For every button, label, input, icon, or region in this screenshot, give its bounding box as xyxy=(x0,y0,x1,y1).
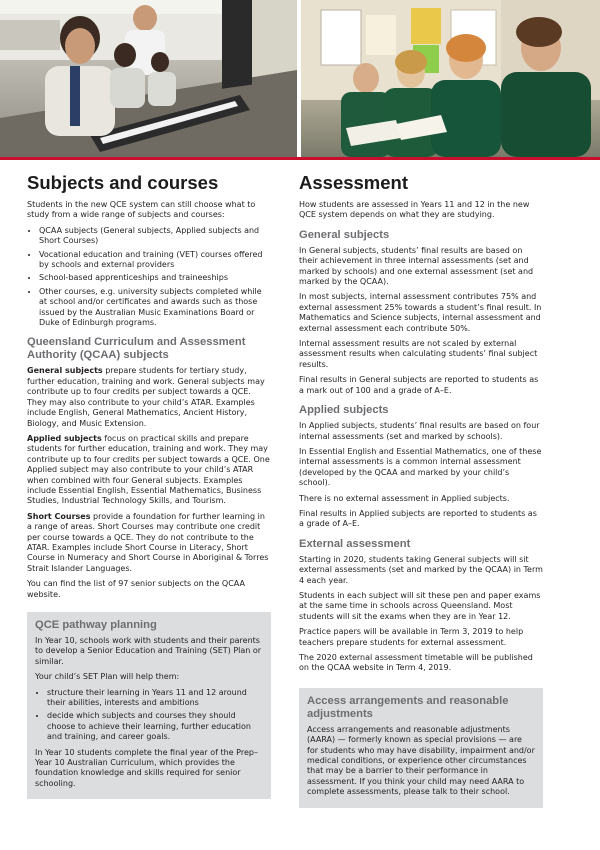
subject-list-note: You can find the list of 97 senior subjects on the QCAA website. xyxy=(27,579,245,599)
aara-text: Access arrangements and reasonable adjustments (AARA) — formerly known as special provisions — are for students who may have disability, impairment and/or medical conditions, or experience other circumstances that may be a barrier to their performance in assessment. If you think your child may need AARA to complete assessments, please talk to their school. xyxy=(307,724,535,797)
applied-paragraph-3: There is no external assessment in Applied subjects. xyxy=(299,493,510,503)
general-paragraph-3: Internal assessment results are not scaled by external assessment results when calculating students’ final subject results. xyxy=(299,339,538,369)
external-paragraph-4: The 2020 external assessment timetable will be published on the QCAA website in Term 4, 2019. xyxy=(299,653,533,673)
applied-subjects-paragraph xyxy=(27,434,272,507)
short-courses-paragraph xyxy=(27,512,272,574)
photo-reading-students xyxy=(301,0,600,157)
assessment-title: Assessment xyxy=(299,172,409,193)
course-types-list xyxy=(27,226,272,329)
external-paragraph-3: Practice papers will be available in Term 3, 2019 to help teachers prepare students for external assessment. xyxy=(299,627,524,647)
general-paragraph-1: In General subjects, students’ final results are based on their achievement in three internal assessments (set and marked by schools) and one external assessment (set and marked by the QCAA). xyxy=(299,245,534,287)
external-assessment-heading: External assessment xyxy=(299,537,411,550)
external-paragraph-2: Students in each subject will sit these pen and paper exams at the same time in schools across Queensland. Most students will sit the exams when they are in Year 12. xyxy=(299,590,541,621)
general-subjects-lead: General subjects xyxy=(27,366,103,376)
aara-heading: Access arrangements and reasonable adjustments xyxy=(307,694,509,720)
pathway-paragraph-2: Your child’s SET Plan will help them: xyxy=(35,672,180,682)
qce-pathway-panel xyxy=(27,612,271,799)
subjects-intro: Students in the new QCE system can still choose what to study from a wide range of subjects and courses: xyxy=(27,200,256,220)
general-paragraph-4: Final results in General subjects are reported to students as a mark out of 100 and a grade of A–E. xyxy=(299,375,539,395)
applied-paragraph-4: Final results in Applied subjects are reported to students as a grade of A–E. xyxy=(299,508,537,529)
external-paragraph-1: Starting in 2020, students taking General subjects will sit external assessments (set and marked by the QCAA) in Term 4 each year. xyxy=(299,554,543,585)
short-courses-lead: Short Courses xyxy=(27,511,91,521)
applied-subjects-lead: Applied subjects xyxy=(27,433,102,443)
list-item: • Vocational education and training (VET) courses offered by schools and external providers xyxy=(39,250,272,271)
applied-subjects-text: focus on practical skills and prepare students for further education, training and work. They may contribute up to four credits per subject towards a QCE. One Applied subject may also contribute to your child’s ATAR when combined with four General subjects. Examples include Essential English, Essential Mathematics, Business Studies, Industrial Technology Skills, and Tourism. xyxy=(27,433,270,506)
list-item: • QCAA subjects (General subjects, Applied subjects and Short Courses) xyxy=(39,226,272,247)
pathway-paragraph-1: In Year 10, schools work with students and their parents to develop a Senior Education and Training (SET) Plan or similar. xyxy=(35,636,262,666)
general-subjects-paragraph xyxy=(27,366,272,428)
subjects-column xyxy=(27,172,272,799)
list-item: • structure their learning in Years 11 and 12 around their abilities, interests and ambitions xyxy=(47,688,263,709)
pathway-paragraph-3: In Year 10 students complete the final year of the Prep–Year 10 Australian Curriculum, which provides the foundation knowledge and skills required for senior schooling. xyxy=(35,747,258,788)
assessment-column xyxy=(299,172,543,808)
short-courses-text: provide a foundation for further learning in a range of areas. Short Courses may contribute one credit per course towards a QCE. They do not contribute to the ATAR. Examples include Short Course in Literacy, Short Course in Numeracy and Short Course in Aboriginal & Torres Strait Islander Languages. xyxy=(27,511,269,573)
list-item: • decide which subjects and courses they should choose to achieve their learning, further education and training, and career goals. xyxy=(47,711,263,742)
applied-paragraph-2: In Essential English and Essential Mathematics, one of these internal assessments is a common internal assessment (developed by the QCAA and marked by your child’s school). xyxy=(299,446,542,488)
general-subjects-text: prepare students for tertiary study, further education, training and work. General subjects may contribute up to four credits per subject towards a QCE. They may also contribute to your child’s ATAR. Examples include English, General Mathematics, Ancient History, Biology, and Music Extension. xyxy=(27,366,265,428)
qcaa-subjects-heading: Queensland Curriculum and Assessment Authority (QCAA) subjects xyxy=(27,336,246,362)
applied-subjects-heading: Applied subjects xyxy=(299,404,389,417)
assessment-intro: How students are assessed in Years 11 and 12 in the new QCE system depends on what they are studying. xyxy=(299,200,530,220)
subjects-title: Subjects and courses xyxy=(27,172,219,193)
applied-paragraph-1: In Applied subjects, students’ final results are based on four internal assessments (set and marked by schools). xyxy=(299,421,540,441)
set-plan-list xyxy=(35,688,263,743)
list-item: • School-based apprenticeships and traineeships xyxy=(39,273,272,283)
accent-rule xyxy=(0,157,600,160)
photo-music-classroom xyxy=(0,0,297,157)
list-item: • Other courses, e.g. university subjects completed while at school and/or certificates and awards such as those issued by the Australian Music Examinations Board or Duke of Edinburgh programs. xyxy=(39,287,272,329)
aara-panel xyxy=(299,688,543,808)
pathway-heading: QCE pathway planning xyxy=(35,619,157,631)
general-subjects-heading: General subjects xyxy=(299,228,390,241)
hero-banner xyxy=(0,0,600,157)
general-paragraph-2: In most subjects, internal assessment contributes 75% and external assessment 25% towards a student’s final result. In Mathematics and Science subjects, internal assessment and external assessment each contribute 50%. xyxy=(299,292,542,333)
